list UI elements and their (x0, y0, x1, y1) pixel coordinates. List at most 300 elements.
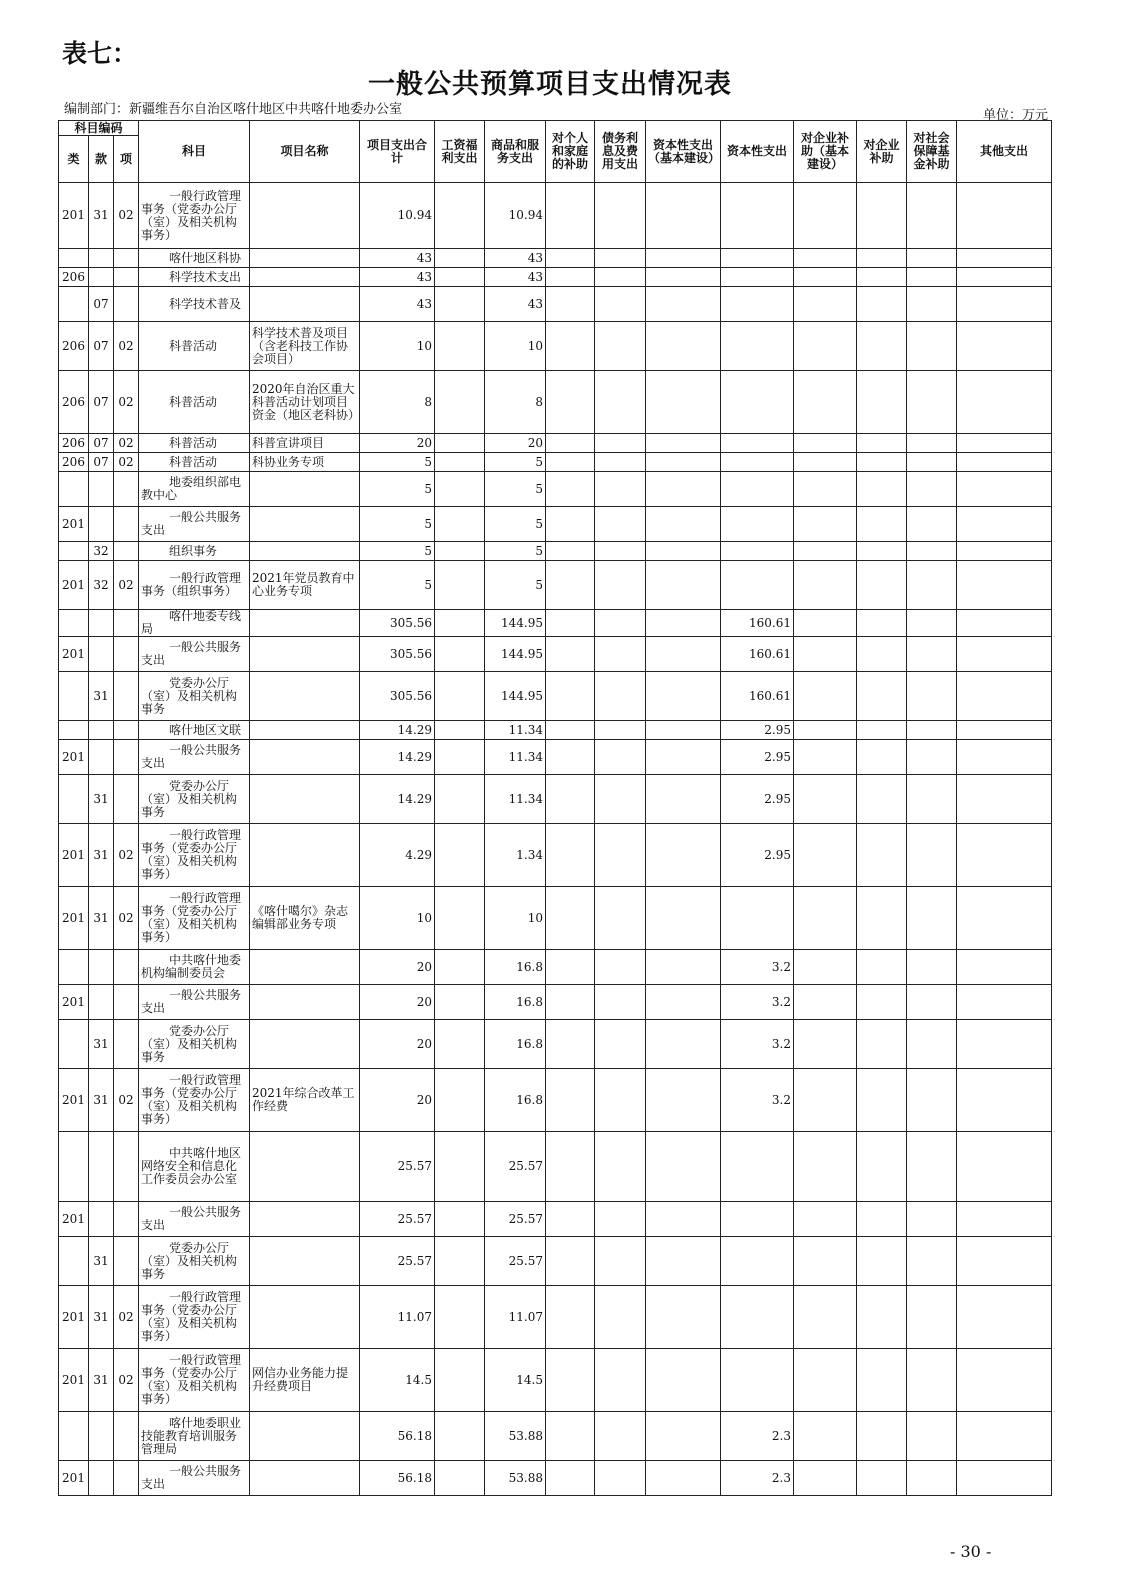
cell-lei: 201 (59, 1461, 89, 1496)
cell-goods: 10 (485, 887, 546, 950)
cell-other (957, 1020, 1052, 1069)
cell-subject: 党委办公厅（室）及相关机构事务 (139, 672, 250, 721)
cell-lei: 206 (59, 371, 89, 434)
cell-ent-base (794, 1020, 857, 1069)
cell-ent (857, 561, 907, 610)
cell-social (907, 1237, 957, 1286)
cell-social (907, 1020, 957, 1069)
cell-debt (595, 672, 646, 721)
cell-wage (435, 1349, 485, 1412)
cell-ent (857, 1237, 907, 1286)
cell-ent-base (794, 183, 857, 249)
cell-personal (546, 183, 595, 249)
cell-capital: 2.95 (721, 721, 794, 740)
cell-capital-base (646, 824, 721, 887)
cell-lei: 206 (59, 453, 89, 472)
cell-kuan (89, 950, 114, 985)
cell-capital-base (646, 434, 721, 453)
cell-wage (435, 1237, 485, 1286)
cell-ent-base (794, 1349, 857, 1412)
cell-social (907, 887, 957, 950)
cell-goods: 53.88 (485, 1461, 546, 1496)
cell-ent (857, 775, 907, 824)
goods-header: 商品和服务支出 (485, 121, 546, 183)
cell-capital (721, 183, 794, 249)
cell-capital (721, 249, 794, 268)
table-row (59, 887, 1052, 950)
cell-personal (546, 542, 595, 561)
cell-other (957, 287, 1052, 322)
cell-capital: 160.61 (721, 672, 794, 721)
cell-wage (435, 1286, 485, 1349)
cell-subject: 一般行政管理事务（党委办公厅（室）及相关机构事务） (139, 1286, 250, 1349)
cell-other (957, 1202, 1052, 1237)
cell-debt (595, 268, 646, 287)
cell-social (907, 950, 957, 985)
cell-other (957, 672, 1052, 721)
cell-wage (435, 1069, 485, 1132)
cell-subject: 一般公共服务支出 (139, 507, 250, 542)
cell-wage (435, 542, 485, 561)
cell-social (907, 249, 957, 268)
cell-personal (546, 249, 595, 268)
cell-capital-base (646, 887, 721, 950)
cell-ent-base (794, 1461, 857, 1496)
table-row (59, 1069, 1052, 1132)
cell-wage (435, 985, 485, 1020)
cell-goods: 53.88 (485, 1412, 546, 1461)
cell-debt (595, 985, 646, 1020)
cell-total: 43 (360, 249, 435, 268)
cell-lei (59, 672, 89, 721)
cell-project: 科学技术普及项目（含老科技工作协会项目） (250, 322, 360, 371)
cell-ent-base (794, 985, 857, 1020)
cell-total: 20 (360, 950, 435, 985)
cell-project (250, 1412, 360, 1461)
cell-project (250, 1286, 360, 1349)
cell-capital-base (646, 371, 721, 434)
cell-project (250, 1132, 360, 1202)
cell-debt (595, 1069, 646, 1132)
cell-wage (435, 322, 485, 371)
cell-personal (546, 672, 595, 721)
cell-personal (546, 1020, 595, 1069)
cell-subject: 科普活动 (139, 371, 250, 434)
cell-wage (435, 721, 485, 740)
cell-social (907, 1461, 957, 1496)
cell-wage (435, 472, 485, 507)
cell-subject: 一般公共服务支出 (139, 740, 250, 775)
cell-personal (546, 472, 595, 507)
cell-project (250, 542, 360, 561)
cell-personal (546, 561, 595, 610)
cell-debt (595, 371, 646, 434)
cell-personal (546, 775, 595, 824)
cell-wage (435, 371, 485, 434)
cell-ent (857, 672, 907, 721)
cell-ent (857, 637, 907, 672)
cell-personal (546, 610, 595, 637)
cell-goods: 144.95 (485, 672, 546, 721)
cell-project (250, 1237, 360, 1286)
cell-capital: 3.2 (721, 1020, 794, 1069)
table-row (59, 472, 1052, 507)
cell-total: 8 (360, 371, 435, 434)
cell-capital (721, 268, 794, 287)
cell-project: 科普宣讲项目 (250, 434, 360, 453)
cell-personal (546, 824, 595, 887)
cell-debt (595, 824, 646, 887)
cell-other (957, 637, 1052, 672)
table-row (59, 268, 1052, 287)
cell-lei: 201 (59, 561, 89, 610)
cell-ent (857, 183, 907, 249)
cell-capital (721, 542, 794, 561)
cell-other (957, 1132, 1052, 1202)
cell-xiang (114, 542, 139, 561)
cell-goods: 5 (485, 472, 546, 507)
cell-ent (857, 1412, 907, 1461)
org-label: 编制部门：新疆维吾尔自治区喀什地区中共喀什地委办公室 (64, 102, 403, 117)
cell-debt (595, 1237, 646, 1286)
cell-personal (546, 1069, 595, 1132)
cell-subject: 喀什地区科协 (139, 249, 250, 268)
cell-xiang: 02 (114, 824, 139, 887)
cell-xiang (114, 775, 139, 824)
cell-total: 20 (360, 434, 435, 453)
cell-capital-base (646, 507, 721, 542)
cell-xiang (114, 1461, 139, 1496)
cell-subject: 党委办公厅（室）及相关机构事务 (139, 1237, 250, 1286)
cell-goods: 11.34 (485, 775, 546, 824)
cell-ent (857, 287, 907, 322)
cell-personal (546, 950, 595, 985)
table-row (59, 637, 1052, 672)
cell-total: 5 (360, 561, 435, 610)
ent-base-header: 对企业补助（基本建设） (794, 121, 857, 183)
cell-ent (857, 249, 907, 268)
cell-capital-base (646, 1237, 721, 1286)
cell-other (957, 472, 1052, 507)
cell-social (907, 721, 957, 740)
cell-kuan (89, 1412, 114, 1461)
cell-total: 25.57 (360, 1237, 435, 1286)
table-row (59, 1286, 1052, 1349)
cell-capital-base (646, 610, 721, 637)
cell-other (957, 775, 1052, 824)
cell-other (957, 721, 1052, 740)
table-row (59, 183, 1052, 249)
cell-kuan: 31 (89, 1237, 114, 1286)
cell-capital (721, 1237, 794, 1286)
cell-wage (435, 824, 485, 887)
cell-kuan: 07 (89, 434, 114, 453)
cell-personal (546, 1412, 595, 1461)
cell-ent (857, 1349, 907, 1412)
cell-lei (59, 1020, 89, 1069)
cell-ent-base (794, 434, 857, 453)
table-row (59, 371, 1052, 434)
cell-personal (546, 453, 595, 472)
cell-total: 25.57 (360, 1132, 435, 1202)
cell-lei: 206 (59, 434, 89, 453)
cell-ent-base (794, 561, 857, 610)
cell-capital-base (646, 721, 721, 740)
cell-social (907, 985, 957, 1020)
cell-xiang: 02 (114, 887, 139, 950)
cell-kuan (89, 472, 114, 507)
cell-goods: 25.57 (485, 1202, 546, 1237)
cell-kuan (89, 249, 114, 268)
cell-capital (721, 1286, 794, 1349)
cell-other (957, 507, 1052, 542)
cell-wage (435, 1132, 485, 1202)
cell-ent-base (794, 1132, 857, 1202)
cell-capital: 3.2 (721, 1069, 794, 1132)
cell-goods: 16.8 (485, 1069, 546, 1132)
cell-kuan (89, 1461, 114, 1496)
cell-project (250, 824, 360, 887)
cell-kuan: 07 (89, 287, 114, 322)
cell-social (907, 453, 957, 472)
cell-capital: 2.3 (721, 1461, 794, 1496)
cell-capital: 160.61 (721, 637, 794, 672)
cell-personal (546, 1237, 595, 1286)
cell-capital (721, 561, 794, 610)
cell-kuan: 07 (89, 322, 114, 371)
table-row (59, 672, 1052, 721)
cell-xiang (114, 507, 139, 542)
cell-ent (857, 1020, 907, 1069)
cell-project (250, 610, 360, 637)
cell-goods: 43 (485, 287, 546, 322)
cell-capital-base (646, 740, 721, 775)
cell-wage (435, 775, 485, 824)
cell-xiang: 02 (114, 1069, 139, 1132)
table-number: 表七： (62, 39, 138, 68)
cell-subject: 一般行政管理事务（党委办公厅（室）及相关机构事务） (139, 1349, 250, 1412)
cell-other (957, 985, 1052, 1020)
cell-project (250, 249, 360, 268)
table-row (59, 249, 1052, 268)
cell-personal (546, 985, 595, 1020)
cell-project (250, 183, 360, 249)
cell-kuan: 31 (89, 775, 114, 824)
social-header: 对社会保障基金补助 (907, 121, 957, 183)
cell-subject: 科学技术普及 (139, 287, 250, 322)
table-row (59, 950, 1052, 985)
cell-lei (59, 472, 89, 507)
cell-social (907, 268, 957, 287)
cell-lei: 201 (59, 824, 89, 887)
cell-goods: 5 (485, 507, 546, 542)
cell-ent-base (794, 775, 857, 824)
cell-capital-base (646, 637, 721, 672)
cell-wage (435, 183, 485, 249)
cell-ent (857, 985, 907, 1020)
cell-capital-base (646, 183, 721, 249)
cell-debt (595, 610, 646, 637)
cell-xiang (114, 1412, 139, 1461)
cell-debt (595, 1349, 646, 1412)
cell-lei: 201 (59, 985, 89, 1020)
cell-kuan: 31 (89, 1286, 114, 1349)
cell-personal (546, 322, 595, 371)
cell-xiang (114, 1132, 139, 1202)
cell-personal (546, 371, 595, 434)
cell-other (957, 1412, 1052, 1461)
cell-subject: 科普活动 (139, 322, 250, 371)
cell-other (957, 268, 1052, 287)
cell-ent (857, 542, 907, 561)
cell-xiang (114, 472, 139, 507)
cell-total: 4.29 (360, 824, 435, 887)
cell-goods: 11.34 (485, 721, 546, 740)
cell-debt (595, 887, 646, 950)
cell-kuan: 31 (89, 1349, 114, 1412)
cell-ent-base (794, 740, 857, 775)
cell-lei: 206 (59, 322, 89, 371)
cell-lei: 201 (59, 637, 89, 672)
cell-project: 2020年自治区重大科普活动计划项目资金（地区老科协） (250, 371, 360, 434)
cell-capital (721, 371, 794, 434)
cell-xiang (114, 268, 139, 287)
cell-lei (59, 1237, 89, 1286)
cell-ent (857, 887, 907, 950)
cell-total: 5 (360, 507, 435, 542)
cell-xiang (114, 950, 139, 985)
cell-wage (435, 453, 485, 472)
cell-personal (546, 434, 595, 453)
subject-header: 科目 (139, 121, 250, 183)
table-row (59, 610, 1052, 637)
cell-project (250, 950, 360, 985)
cell-wage (435, 287, 485, 322)
cell-subject: 一般行政管理事务（党委办公厅（室）及相关机构事务） (139, 824, 250, 887)
cell-debt (595, 287, 646, 322)
cell-capital-base (646, 1132, 721, 1202)
cell-goods: 144.95 (485, 610, 546, 637)
cell-goods: 8 (485, 371, 546, 434)
cell-other (957, 371, 1052, 434)
cell-personal (546, 1202, 595, 1237)
cell-project (250, 1461, 360, 1496)
cell-project: 《喀什噶尔》杂志编辑部业务专项 (250, 887, 360, 950)
cell-project (250, 721, 360, 740)
table-row (59, 542, 1052, 561)
cell-xiang (114, 249, 139, 268)
cell-capital: 3.2 (721, 950, 794, 985)
cell-wage (435, 1020, 485, 1069)
cell-xiang: 02 (114, 1286, 139, 1349)
lei-header: 类 (59, 136, 89, 183)
cell-kuan (89, 610, 114, 637)
cell-xiang (114, 721, 139, 740)
cell-kuan: 31 (89, 183, 114, 249)
table-row (59, 1237, 1052, 1286)
cell-lei: 201 (59, 507, 89, 542)
cell-capital-base (646, 249, 721, 268)
cell-kuan (89, 985, 114, 1020)
cell-xiang (114, 1237, 139, 1286)
cell-ent-base (794, 507, 857, 542)
cell-ent (857, 1069, 907, 1132)
cell-other (957, 183, 1052, 249)
cell-personal (546, 1461, 595, 1496)
cell-ent-base (794, 249, 857, 268)
cell-capital-base (646, 775, 721, 824)
cell-capital: 160.61 (721, 610, 794, 637)
cell-ent (857, 268, 907, 287)
cell-ent-base (794, 887, 857, 950)
cell-kuan: 32 (89, 542, 114, 561)
cell-lei: 206 (59, 268, 89, 287)
cell-other (957, 1237, 1052, 1286)
cell-xiang: 02 (114, 561, 139, 610)
cell-xiang: 02 (114, 434, 139, 453)
cell-social (907, 472, 957, 507)
cell-debt (595, 1412, 646, 1461)
cell-lei (59, 287, 89, 322)
ent-header: 对企业补助 (857, 121, 907, 183)
cell-total: 305.56 (360, 637, 435, 672)
cell-capital-base (646, 1069, 721, 1132)
cell-debt (595, 507, 646, 542)
cell-lei (59, 610, 89, 637)
cell-wage (435, 268, 485, 287)
table-row (59, 434, 1052, 453)
cell-total: 14.5 (360, 1349, 435, 1412)
cell-xiang: 02 (114, 1349, 139, 1412)
cell-goods: 5 (485, 453, 546, 472)
cell-ent-base (794, 824, 857, 887)
cell-ent (857, 1132, 907, 1202)
cell-ent-base (794, 322, 857, 371)
cell-kuan: 31 (89, 824, 114, 887)
cell-kuan (89, 637, 114, 672)
cell-subject: 喀什地委职业技能教育培训服务管理局 (139, 1412, 250, 1461)
cell-total: 5 (360, 453, 435, 472)
cell-ent (857, 824, 907, 887)
cell-ent (857, 434, 907, 453)
cell-ent-base (794, 287, 857, 322)
cell-ent-base (794, 637, 857, 672)
cell-subject: 组织事务 (139, 542, 250, 561)
cell-total: 20 (360, 1020, 435, 1069)
cell-kuan (89, 1202, 114, 1237)
cell-xiang (114, 672, 139, 721)
cell-lei: 201 (59, 1349, 89, 1412)
cell-xiang (114, 985, 139, 1020)
cell-social (907, 740, 957, 775)
cell-goods: 14.5 (485, 1349, 546, 1412)
cell-ent-base (794, 268, 857, 287)
cell-ent-base (794, 371, 857, 434)
cell-ent-base (794, 950, 857, 985)
cell-goods: 11.07 (485, 1286, 546, 1349)
cell-subject: 一般公共服务支出 (139, 1202, 250, 1237)
cell-wage (435, 887, 485, 950)
other-header: 其他支出 (957, 121, 1052, 183)
cell-lei: 201 (59, 1069, 89, 1132)
cell-capital (721, 453, 794, 472)
cell-xiang (114, 610, 139, 637)
cell-xiang (114, 1202, 139, 1237)
cell-goods: 1.34 (485, 824, 546, 887)
cell-kuan: 31 (89, 1020, 114, 1069)
cell-lei (59, 775, 89, 824)
cell-total: 43 (360, 268, 435, 287)
